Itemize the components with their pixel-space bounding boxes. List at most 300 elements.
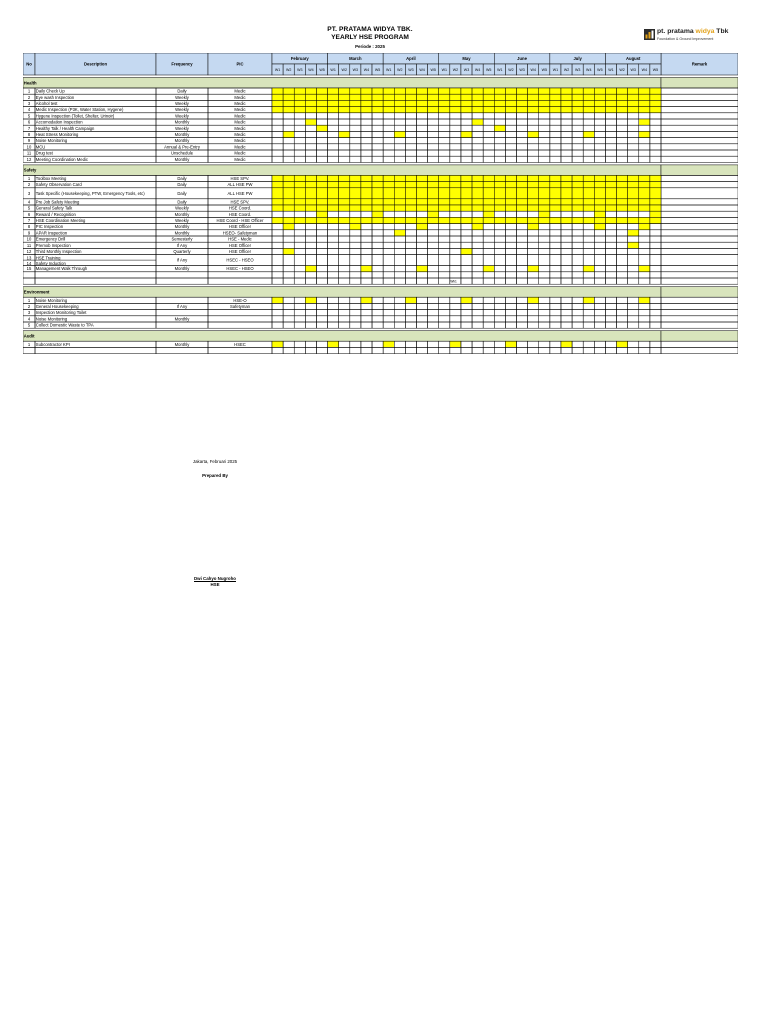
week-cell: [505, 88, 516, 94]
week-cell: [339, 310, 350, 316]
week-cell: [617, 100, 628, 106]
week-cell: [350, 119, 361, 125]
week-cell: [650, 322, 661, 328]
week-cell: [316, 188, 327, 199]
week-cell: [583, 224, 594, 230]
week-cell: [372, 88, 383, 94]
week-cell: [561, 107, 572, 113]
week-cell: [450, 199, 461, 205]
week-cell: [550, 138, 561, 144]
week-cell: [483, 217, 494, 223]
week-cell: [450, 255, 461, 266]
week-cell: [583, 175, 594, 181]
week-cell: [517, 182, 528, 188]
week-cell: [405, 188, 416, 199]
week-cell: [550, 100, 561, 106]
week-cell: [539, 341, 550, 347]
row-frequency-cell: [156, 272, 208, 278]
week-cell: [305, 217, 316, 223]
week-cell: [505, 205, 516, 211]
week-cell: [483, 131, 494, 137]
week-cell: [517, 341, 528, 347]
week-cell: [483, 88, 494, 94]
week-cell: [394, 119, 405, 125]
week-cell: [428, 175, 439, 181]
week-cell: [361, 303, 372, 309]
week-cell: [505, 266, 516, 272]
week-cell: [339, 199, 350, 205]
week-cell: [528, 242, 539, 248]
place-date: Jakarta, Februari 2025: [192, 459, 238, 464]
week-cell: [450, 322, 461, 328]
week-cell: [583, 138, 594, 144]
week-cell: [539, 156, 550, 162]
week-cell: [594, 138, 605, 144]
week-cell: [605, 230, 616, 236]
week-cell: [350, 230, 361, 236]
row-remark-cell: [661, 113, 738, 119]
row-no: 11: [26, 150, 32, 156]
week-cell: [316, 322, 327, 328]
week-cell: [628, 236, 639, 242]
week-cell: [594, 175, 605, 181]
week-cell: [383, 88, 394, 94]
week-cell: [650, 303, 661, 309]
week-cell: [394, 242, 405, 248]
week-cell: [461, 119, 472, 125]
week-cell: [483, 272, 494, 278]
week-cell: [350, 341, 361, 347]
row-description: General Safety Talk: [35, 205, 73, 211]
row-no: 6: [27, 211, 31, 217]
row-pic-cell: [208, 322, 272, 328]
week-cell: [405, 150, 416, 156]
week-cell: [361, 236, 372, 242]
week-cell: [628, 266, 639, 272]
week-cell: [428, 100, 439, 106]
week-cell: [450, 138, 461, 144]
week-cell: [428, 341, 439, 347]
week-cell: [650, 255, 661, 266]
row-description-cell: [35, 347, 156, 353]
week-cell: [494, 100, 505, 106]
week-cell: [539, 113, 550, 119]
week-header: W1: [330, 68, 336, 72]
week-cell: [272, 217, 283, 223]
week-cell: [339, 211, 350, 217]
week-cell: [272, 182, 283, 188]
row-description: Pre Job Safety Meeting: [35, 199, 80, 205]
week-cell: [350, 242, 361, 248]
week-cell: [439, 322, 450, 328]
week-cell: [428, 113, 439, 119]
row-description: Medic Inspection (P3K, Water Station, Hygene): [35, 107, 124, 113]
week-cell: [305, 156, 316, 162]
period-label: Periode : 2025: [355, 44, 385, 49]
week-cell: [383, 131, 394, 137]
week-cell: [639, 322, 650, 328]
week-cell: [472, 88, 483, 94]
week-cell: [617, 119, 628, 125]
week-cell: [583, 205, 594, 211]
row-pic: Medic: [234, 144, 246, 150]
week-cell: [594, 255, 605, 266]
week-cell: [361, 94, 372, 100]
week-cell: [594, 217, 605, 223]
week-cell: [439, 131, 450, 137]
week-cell: [561, 242, 572, 248]
company-logo-icon: [644, 29, 655, 40]
week-cell: [394, 138, 405, 144]
week-cell: [639, 150, 650, 156]
week-cell: [539, 242, 550, 248]
row-remark-cell: [661, 144, 738, 150]
week-cell: [428, 119, 439, 125]
week-cell: [550, 119, 561, 125]
week-cell: [372, 266, 383, 272]
week-cell: [361, 144, 372, 150]
week-cell: [517, 150, 528, 156]
week-cell: [339, 94, 350, 100]
week-cell: [617, 131, 628, 137]
week-header: W3: [408, 68, 414, 72]
week-cell: [561, 138, 572, 144]
row-no: 13: [26, 255, 32, 261]
week-cell: [461, 107, 472, 113]
week-cell: [494, 144, 505, 150]
week-cell: [594, 182, 605, 188]
week-cell: [628, 119, 639, 125]
week-cell: [450, 88, 461, 94]
week-cell: [394, 144, 405, 150]
week-cell: [617, 347, 628, 353]
week-cell: [472, 211, 483, 217]
week-cell: [617, 182, 628, 188]
week-cell: [372, 182, 383, 188]
week-cell: [361, 297, 372, 303]
week-cell: [416, 242, 427, 248]
week-cell: [650, 182, 661, 188]
row-pic: Medic: [234, 132, 246, 137]
week-cell: [550, 150, 561, 156]
week-cell: [605, 138, 616, 144]
week-cell: [450, 347, 461, 353]
row-no: 3: [27, 101, 31, 106]
week-cell: [350, 156, 361, 162]
week-cell: [483, 205, 494, 211]
week-cell: [372, 107, 383, 113]
week-cell: [528, 119, 539, 125]
week-cell: [350, 113, 361, 119]
company-logo: [644, 27, 754, 45]
program-title: YEARLY HSE PROGRAM: [331, 34, 409, 41]
week-cell: [361, 100, 372, 106]
week-cell: [550, 347, 561, 353]
week-cell: [294, 119, 305, 125]
week-cell: [405, 297, 416, 303]
week-cell: [339, 131, 350, 137]
week-cell: [416, 150, 427, 156]
row-pic: Medic: [234, 125, 246, 131]
week-cell: [305, 188, 316, 199]
week-cell: [405, 303, 416, 309]
week-cell: [316, 113, 327, 119]
week-cell: [428, 217, 439, 223]
week-cell: [350, 205, 361, 211]
week-cell: [339, 100, 350, 106]
week-cell: [539, 88, 550, 94]
section-title: Environment: [23, 289, 50, 295]
week-cell: [272, 248, 283, 254]
row-frequency: Monthly: [174, 316, 190, 322]
week-cell: [550, 278, 561, 284]
week-cell: [294, 131, 305, 137]
week-cell: [428, 224, 439, 230]
week-cell: [361, 156, 372, 162]
week-cell: [439, 144, 450, 150]
week-cell: [394, 175, 405, 181]
week-cell: [439, 248, 450, 254]
week-cell: [428, 125, 439, 131]
week-cell: [439, 297, 450, 303]
week-cell: [416, 266, 427, 272]
week-cell: [628, 100, 639, 106]
week-cell: [328, 297, 339, 303]
week-cell: [628, 242, 639, 248]
week-cell: [505, 113, 516, 119]
week-cell: [305, 272, 316, 278]
week-cell: [639, 266, 650, 272]
week-cell: [272, 107, 283, 113]
row-description: PIC Inspection: [35, 224, 64, 230]
week-cell: [561, 150, 572, 156]
week-cell: [350, 150, 361, 156]
week-cell: [450, 242, 461, 248]
week-cell: [572, 188, 583, 199]
row-no: 4: [27, 199, 31, 205]
week-cell: [294, 138, 305, 144]
week-cell: [550, 322, 561, 328]
week-cell: [483, 182, 494, 188]
week-cell: [650, 144, 661, 150]
week-cell: [461, 316, 472, 322]
week-cell: [639, 156, 650, 162]
week-cell: [605, 316, 616, 322]
week-cell: [416, 310, 427, 316]
week-cell: [361, 188, 372, 199]
week-cell: [416, 94, 427, 100]
week-cell: [361, 242, 372, 248]
week-cell: [517, 211, 528, 217]
week-cell: [605, 199, 616, 205]
week-cell: [505, 217, 516, 223]
row-no: 6: [27, 119, 31, 125]
week-cell: [316, 266, 327, 272]
week-cell: [594, 156, 605, 162]
week-cell: [328, 199, 339, 205]
week-cell: [405, 205, 416, 211]
week-cell: [517, 347, 528, 353]
week-cell: [639, 107, 650, 113]
week-cell: [539, 94, 550, 100]
week-cell: [339, 113, 350, 119]
week-cell: [528, 156, 539, 162]
row-frequency: Daily: [177, 88, 187, 94]
week-cell: [383, 175, 394, 181]
week-cell: [605, 94, 616, 100]
row-no: 9: [27, 230, 31, 236]
week-cell: [383, 119, 394, 125]
week-cell: [428, 322, 439, 328]
week-cell: [583, 113, 594, 119]
week-cell: [583, 211, 594, 217]
week-cell: [361, 150, 372, 156]
week-cell: [605, 217, 616, 223]
week-cell: [505, 322, 516, 328]
week-cell: [350, 316, 361, 322]
week-cell: [461, 94, 472, 100]
week-cell: [394, 100, 405, 106]
week-cell: [461, 144, 472, 150]
row-remark-cell: [661, 125, 738, 131]
week-cell: [439, 341, 450, 347]
week-cell: [450, 175, 461, 181]
week-cell: [561, 119, 572, 125]
week-cell: [361, 182, 372, 188]
week-cell: [605, 272, 616, 278]
section-header-remark: [661, 78, 738, 89]
week-cell: [594, 88, 605, 94]
week-cell: [350, 138, 361, 144]
week-cell: [517, 310, 528, 316]
week-cell: [283, 347, 294, 353]
week-cell: [416, 100, 427, 106]
week-cell: [572, 230, 583, 236]
week-cell: [494, 199, 505, 205]
row-pic: HSEC - HSEO: [226, 266, 254, 272]
week-cell: [539, 138, 550, 144]
week-cell: [283, 322, 294, 328]
section-header-remark: [661, 287, 738, 298]
row-pic: HSE - Medic: [228, 236, 252, 242]
week-cell: [528, 230, 539, 236]
week-cell: [439, 310, 450, 316]
week-cell: [372, 138, 383, 144]
week-cell: [450, 230, 461, 236]
week-cell: [561, 88, 572, 94]
week-cell: [416, 278, 427, 284]
week-cell: [316, 255, 327, 266]
week-cell: [505, 182, 516, 188]
week-cell: [628, 347, 639, 353]
week-cell: [361, 217, 372, 223]
week-cell: [339, 150, 350, 156]
week-header: W2: [619, 68, 625, 72]
week-cell: [483, 188, 494, 199]
row-remark-cell: [661, 217, 738, 223]
week-cell: [605, 182, 616, 188]
week-cell: [483, 266, 494, 272]
row-frequency: Weekly: [175, 107, 189, 113]
week-cell: [394, 341, 405, 347]
week-cell: [339, 182, 350, 188]
week-cell: [372, 131, 383, 137]
week-cell: [550, 199, 561, 205]
week-cell: [528, 255, 539, 266]
week-cell: [583, 278, 594, 284]
week-cell: [305, 248, 316, 254]
week-cell: [650, 272, 661, 278]
week-cell: [405, 242, 416, 248]
week-cell: [405, 278, 416, 284]
week-cell: [550, 107, 561, 113]
signer-role: HSE: [210, 582, 220, 587]
week-cell: [405, 119, 416, 125]
week-cell: [617, 303, 628, 309]
week-cell: [528, 272, 539, 278]
week-cell: [472, 236, 483, 242]
week-cell: [539, 316, 550, 322]
week-cell: [594, 322, 605, 328]
week-cell: [650, 297, 661, 303]
hse-schedule-table: [23, 53, 738, 444]
week-cell: [550, 205, 561, 211]
week-cell: [505, 236, 516, 242]
row-no: 3: [27, 310, 31, 316]
week-cell: [550, 182, 561, 188]
week-cell: [494, 297, 505, 303]
week-cell: [316, 182, 327, 188]
week-cell: [394, 131, 405, 137]
week-cell: [539, 182, 550, 188]
week-cell: [650, 230, 661, 236]
week-cell: [450, 303, 461, 309]
week-cell: [483, 125, 494, 131]
week-cell: [439, 278, 450, 284]
week-cell: [439, 150, 450, 156]
row-description-cell: [35, 278, 156, 284]
week-cell: [272, 278, 283, 284]
row-frequency: If Any: [176, 242, 188, 248]
week-cell: [539, 199, 550, 205]
week-cell: [483, 175, 494, 181]
week-cell: [316, 272, 327, 278]
week-cell: [272, 224, 283, 230]
week-cell: [305, 303, 316, 309]
row-pic: HSE Coord.: [228, 205, 252, 211]
week-cell: [450, 131, 461, 137]
week-cell: [639, 94, 650, 100]
week-cell: [561, 248, 572, 254]
week-cell: [283, 236, 294, 242]
week-cell: [428, 107, 439, 113]
week-cell: [383, 217, 394, 223]
week-cell: [517, 107, 528, 113]
row-description: Daily Check Up: [35, 88, 65, 94]
row-pic: HSE-O: [233, 297, 247, 303]
week-cell: [350, 88, 361, 94]
week-cell: [283, 242, 294, 248]
row-description: Alcohol test: [35, 101, 58, 106]
week-cell: [305, 278, 316, 284]
week-cell: [617, 211, 628, 217]
week-cell: [517, 199, 528, 205]
week-cell: [394, 278, 405, 284]
week-cell: [350, 236, 361, 242]
week-cell: [294, 199, 305, 205]
row-remark-cell: [661, 230, 738, 236]
week-cell: [617, 322, 628, 328]
